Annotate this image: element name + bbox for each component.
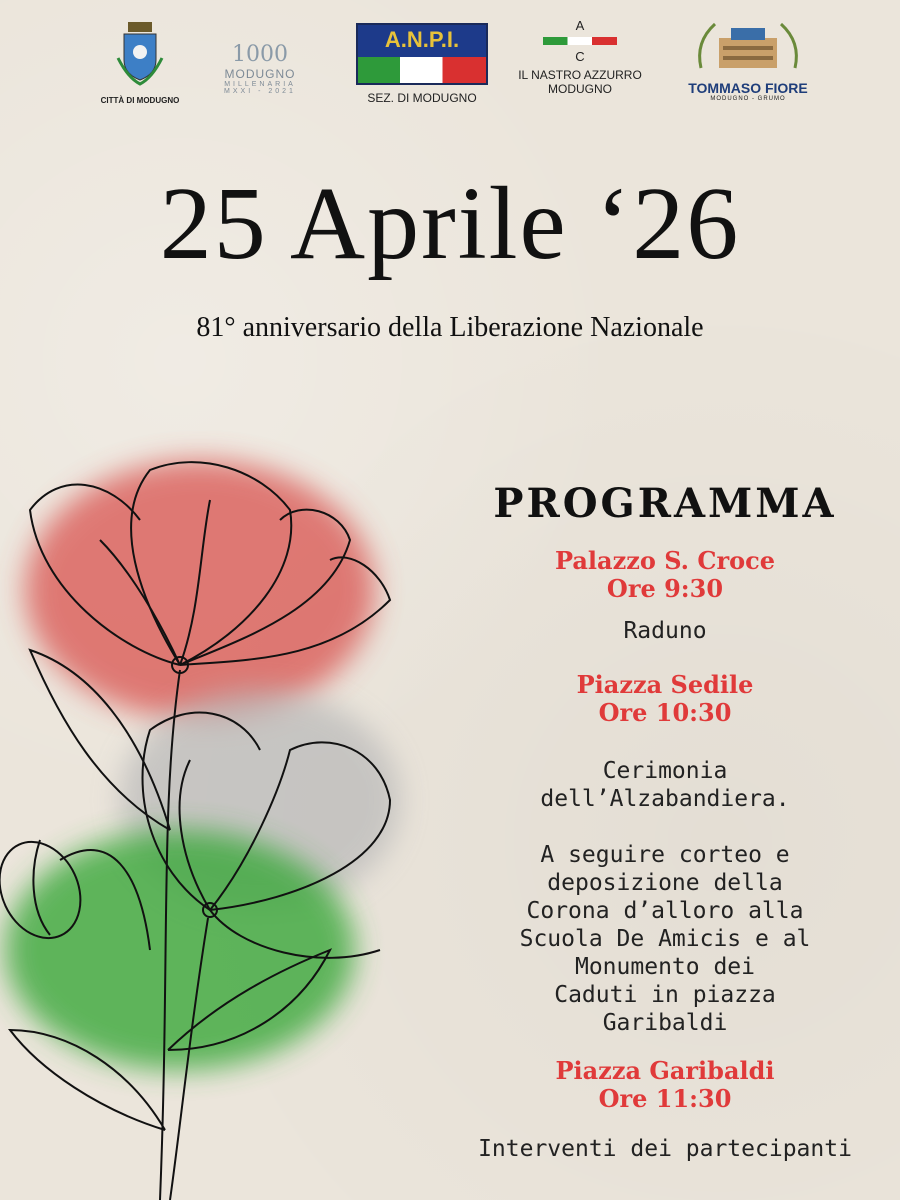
- ribbon-icon: [543, 37, 617, 45]
- school-sub: MODUGNO - GRUMO: [710, 96, 786, 102]
- nastro-line1: IL NASTRO AZZURRO: [518, 68, 642, 82]
- millennium-line1: MODUGNO: [224, 67, 296, 81]
- program-item-2-place: Piazza Sedile: [576, 670, 754, 699]
- program-item-1-desc: Raduno: [623, 618, 707, 644]
- millennium-logo: [210, 18, 310, 95]
- anpi-logo: [356, 18, 488, 105]
- program-item-1-place: Palazzo S. Croce: [554, 546, 776, 575]
- tricolor-flag-icon: [358, 57, 486, 83]
- program-section: [450, 480, 880, 1163]
- nastro-line2: MODUGNO: [548, 82, 612, 96]
- program-item-3-desc: Interventi dei partecipanti: [478, 1136, 852, 1162]
- program-item-1-time: Ore 9:30: [606, 574, 724, 603]
- city-caption: CITTÀ DI MODUGNO: [100, 96, 180, 105]
- program-item-3-place: Piazza Garibaldi: [555, 1056, 775, 1085]
- nastro-top-letter: A: [575, 18, 585, 33]
- school-name: TOMMASO FIORE: [688, 80, 808, 96]
- millennium-mark-icon: 1000: [232, 42, 288, 67]
- page-title: 25 Aprile ‘26: [159, 166, 741, 281]
- school-logo: [688, 18, 808, 102]
- program-item-2-desc: Cerimonia dell’Alzabandiera. A seguire corteo e deposizione della Corona d’alloro alla Scuola De Amicis e al Monumento dei Caduti in piazza Garibaldi: [519, 758, 811, 1036]
- program-heading: PROGRAMMA: [493, 480, 837, 527]
- page-subtitle: 81° anniversario della Liberazione Nazionale: [196, 312, 704, 343]
- anpi-name: A.N.P.I.: [384, 27, 460, 52]
- poppy-illustration: [0, 430, 460, 1200]
- nastro-bottom-letter: C: [575, 49, 585, 64]
- millennium-line3: MXXI - 2021: [224, 88, 296, 95]
- school-building-icon: [693, 18, 803, 76]
- anpi-caption: SEZ. DI MODUGNO: [367, 91, 477, 105]
- logo-row: [0, 18, 900, 118]
- program-item-2-time: Ore 10:30: [598, 698, 732, 727]
- millennium-line2: MILLENARIA: [224, 81, 296, 88]
- city-crest-logo: [100, 18, 180, 105]
- crest-icon: [110, 18, 170, 98]
- program-item-3-time: Ore 11:30: [598, 1084, 732, 1113]
- nastro-azzurro-logo: [510, 18, 650, 96]
- anpi-badge: [356, 23, 488, 85]
